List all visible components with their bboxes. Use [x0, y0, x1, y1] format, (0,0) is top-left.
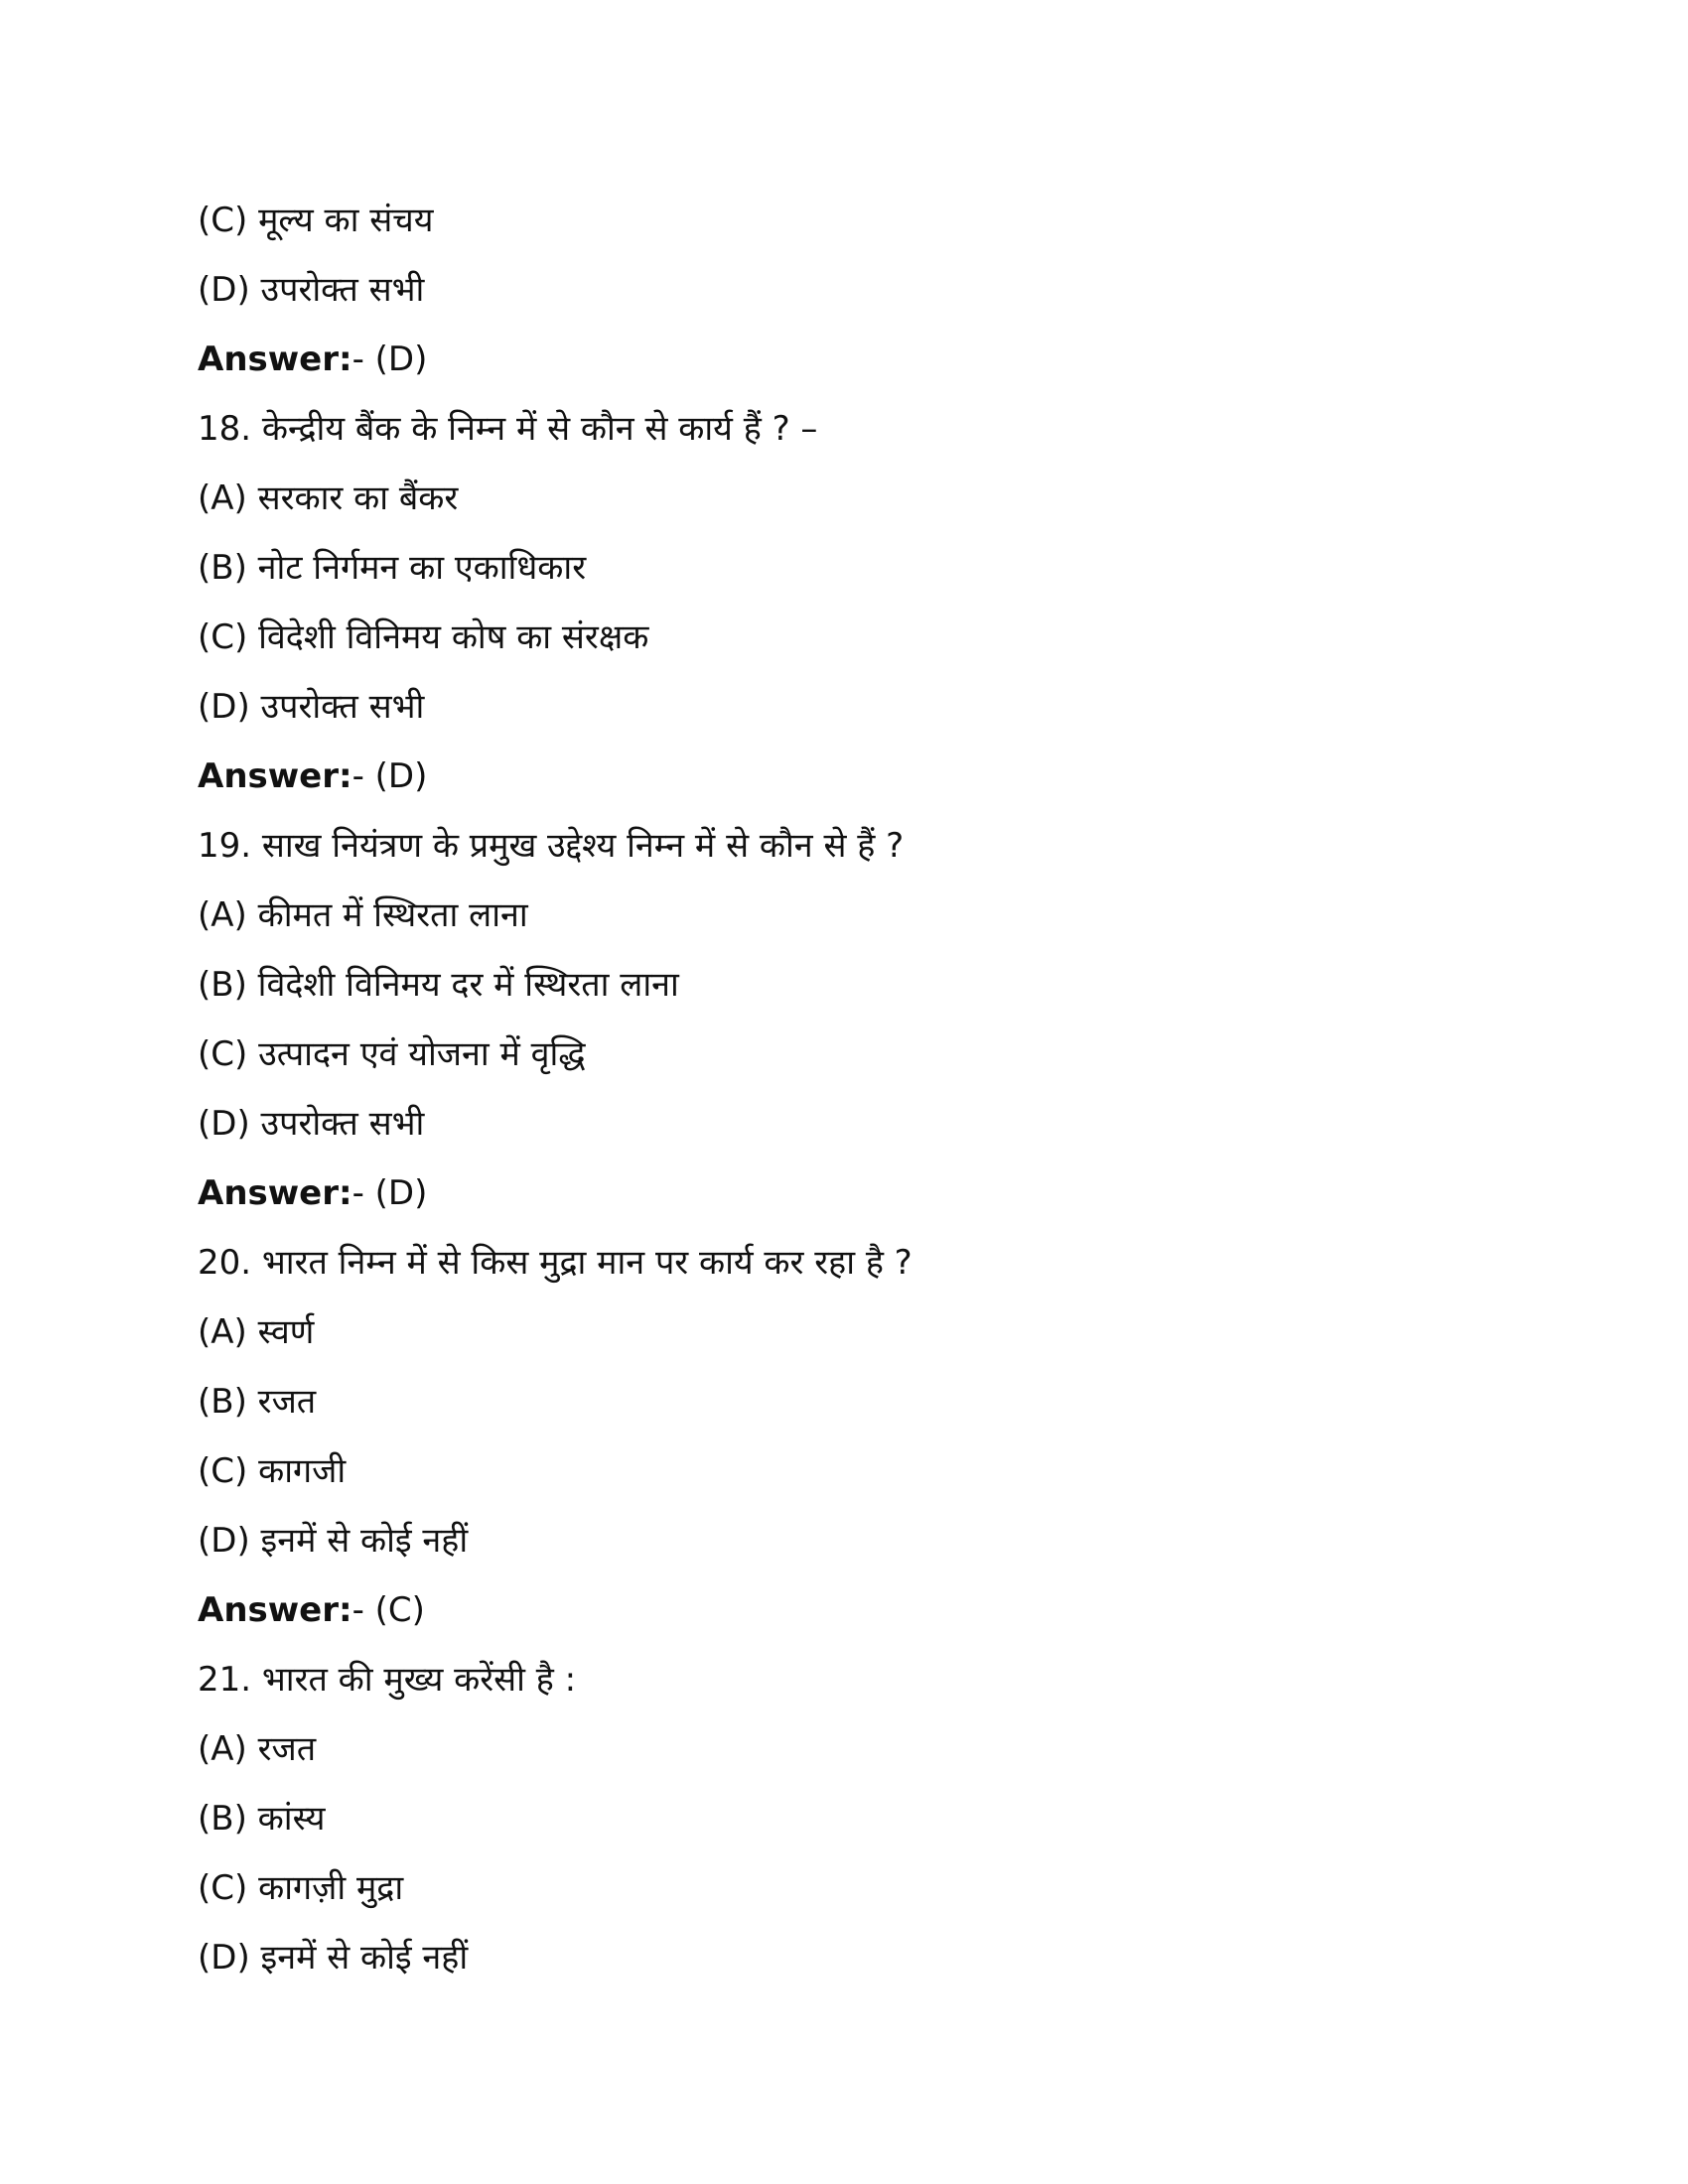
answer-line [198, 1586, 1488, 1656]
option-b: (B) विदेशी विनिमय दर में स्थिरता लाना [198, 965, 679, 1005]
answer-value: - (C) [352, 1590, 425, 1630]
option-a: (A) रजत [198, 1729, 317, 1769]
option-d: (D) उपरोक्त सभी [198, 687, 425, 727]
question-21-text: 21. भारत की मुख्य करेंसी है : [198, 1660, 577, 1700]
answer-line [198, 752, 1488, 822]
question-20-text: 20. भारत निम्न में से किस मुद्रा मान पर कार्य कर रहा है ? [198, 1243, 913, 1283]
option-c: (C) कागज़ी मुद्रा [198, 1868, 404, 1908]
option-d: (D) उपरोक्त सभी [198, 1104, 425, 1144]
option-a: (A) स्वर्ण [198, 1312, 315, 1352]
option-b: (B) रजत [198, 1382, 317, 1422]
option-c: (C) कागजी [198, 1451, 347, 1491]
option-b: (B) नोट निर्गमन का एकाधिकार [198, 548, 587, 588]
answer-line [198, 336, 1488, 405]
option-d: (D) इनमें से कोई नहीं [198, 1521, 469, 1561]
answer-label: Answer: [198, 1173, 352, 1213]
answer-label: Answer: [198, 340, 352, 379]
document-page [198, 197, 1488, 2003]
option-d: (D) इनमें से कोई नहीं [198, 1938, 469, 1978]
answer-label: Answer: [198, 756, 352, 796]
answer-value: - (D) [352, 340, 428, 379]
option-c: (C) उत्पादन एवं योजना में वृद्धि [198, 1034, 586, 1074]
option-c: (C) मूल्य का संचय [198, 201, 434, 240]
answer-value: - (D) [352, 1173, 428, 1213]
question-19-text: 19. साख नियंत्रण के प्रमुख उद्देश्य निम्न में से कौन से हैं ? [198, 826, 905, 866]
option-a: (A) सरकार का बैंकर [198, 478, 459, 518]
option-d: (D) उपरोक्त सभी [198, 270, 425, 310]
option-b: (B) कांस्य [198, 1799, 326, 1839]
question-18-text: 18. केन्द्रीय बैंक के निम्न में से कौन से कार्य हैं ? – [198, 409, 818, 449]
answer-label: Answer: [198, 1590, 352, 1630]
option-a: (A) कीमत में स्थिरता लाना [198, 895, 528, 935]
answer-line [198, 1169, 1488, 1239]
option-c: (C) विदेशी विनिमय कोष का संरक्षक [198, 617, 649, 657]
answer-value: - (D) [352, 756, 428, 796]
